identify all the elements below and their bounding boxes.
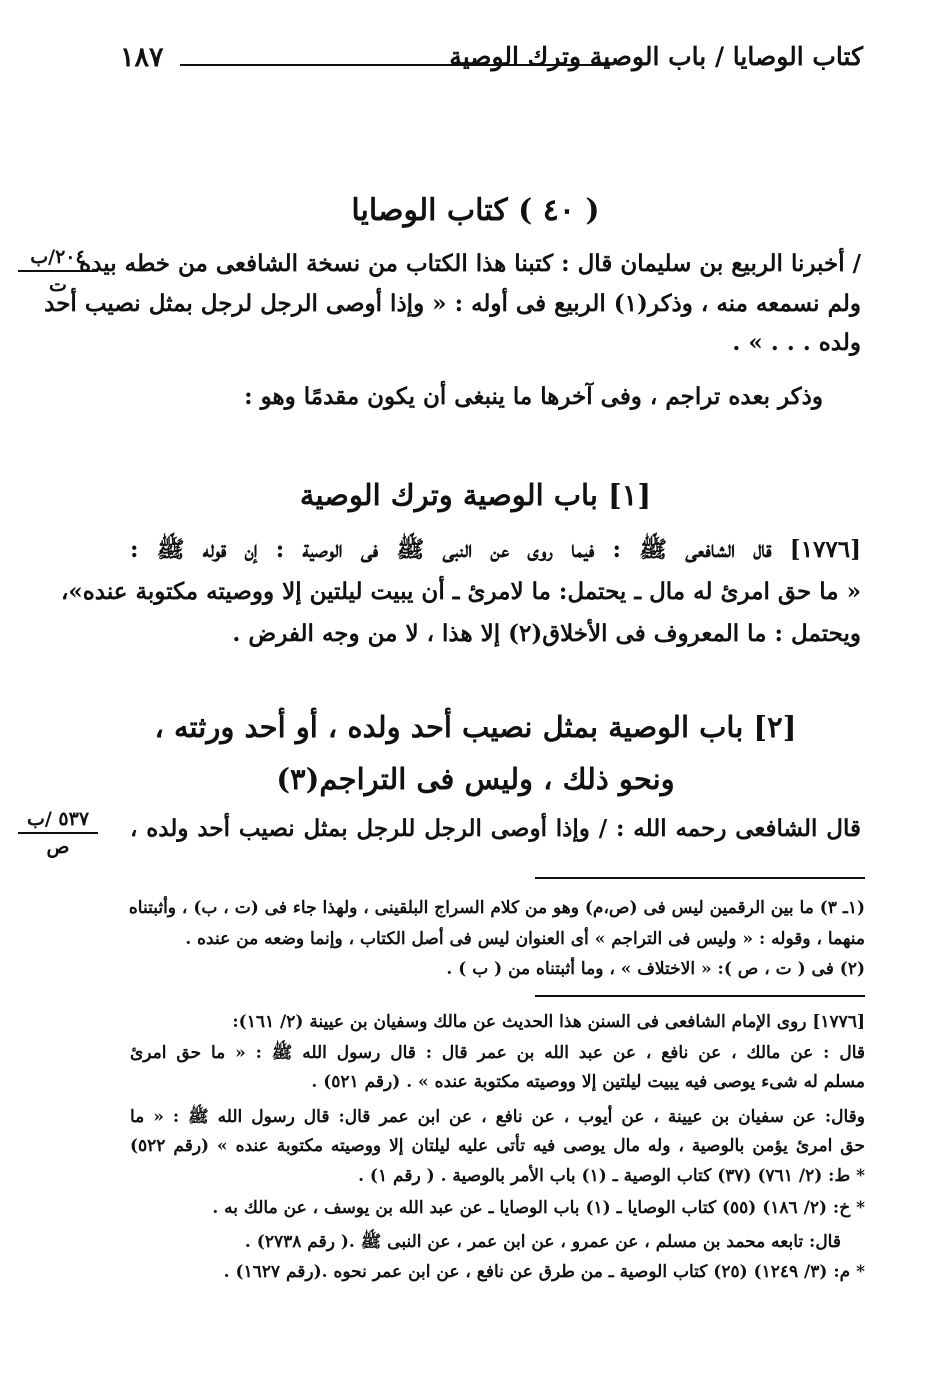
- section-heading: [٢] باب الوصية بمثل نصيب أحد ولده ، أو أحد ورثته ،: [154, 710, 797, 744]
- intro-line: ولده . . . » .: [732, 329, 861, 356]
- footnote-line: (١ـ ٣) ما بين الرقمين ليس فى (ص،م) وهو من كلام السراج البلقينى ، ولهذا جاء فى (ت ، ب) ، وأثبتناه: [128, 898, 865, 918]
- takhrij-line: [١٧٧٦] روى الإمام الشافعى فى السنن هذا الحديث عن مالك وسفيان بن عيينة (٢/ ١٦١):: [232, 1012, 865, 1032]
- intro-line: ولم نسمعه منه ، وذكر(١) الربيع فى أوله : « وإذا أوصى الرجل لرجل بمثل نصيب أحد: [44, 290, 861, 317]
- takhrij-line: * خ: (٢/ ١٨٦) (٥٥) كتاب الوصايا ـ (١) باب الوصايا ـ عن عبد الله بن يوسف ، عن مالك به .: [212, 1198, 865, 1218]
- takhrij-line: حق امرئ يؤمن بالوصية ، وله مال يوصى فيه تأتى عليه ليلتان إلا ووصيته مكتوبة عنده » (رقم ٥٢٢): [130, 1136, 865, 1156]
- takhrij-line: وقال: عن سفيان بن عيينة ، عن أيوب ، عن نافع ، عن ابن عمر قال: قال رسول الله ﷺ : « ما: [130, 1107, 865, 1127]
- intro-line: / أخبرنا الربيع بن سليمان قال : كتبنا هذا الكتاب من نسخة الشافعى من خطه بيده: [79, 250, 861, 277]
- takhrij-line: * ط: (٢/ ٧٦١) (٣٧) كتاب الوصية ـ (١) باب الأمر بالوصية . ( رقم ١) .: [358, 1166, 865, 1186]
- book-title: ( ٤٠ ) كتاب الوصايا: [351, 193, 600, 228]
- section-heading: [١] باب الوصية وترك الوصية: [299, 478, 652, 512]
- takhrij-line: مسلم له شىء يوصى فيه يبيت ليلتين إلا ووصيته مكتوبة عنده » . (رقم ٥٢١) .: [311, 1072, 865, 1092]
- section-line: ويحتمل : ما المعروف فى الأخلاق(٢) إلا هذا ، لا من وجه الفرض .: [232, 620, 861, 647]
- takhrij-line: قال : عن مالك ، عن نافع ، عن عبد الله بن عمر قال : قال رسول الله ﷺ : « ما حق امرئ: [130, 1043, 865, 1063]
- footnote-line: (٢) فى ( ت ، ص ): « الاختلاف » ، وما أثبتناه من ( ب ) .: [446, 959, 865, 979]
- section-heading: ونحو ذلك ، وليس فى التراجم(٣): [276, 762, 675, 796]
- takhrij-line: * م: (٣/ ١٢٤٩) (٢٥) كتاب الوصية ـ من طرق عن نافع ، عن ابن عمر نحوه .(رقم ١٦٢٧) .: [223, 1262, 865, 1282]
- page-number: ١٨٧: [120, 42, 164, 73]
- section-line: [١٧٧٦] قال الشافعى ﷺ : فيما روى عن النبى ﷺ فى الوصية : إن قوله ﷺ :: [130, 536, 861, 563]
- section-line: قال الشافعى رحمه الله : / وإذا أوصى الرجل للرجل بمثل نصيب أحد ولده ،: [130, 815, 861, 842]
- footnote-rule: [535, 877, 865, 879]
- margin-note-bottom: ت: [49, 274, 67, 296]
- margin-note-top: ٥٣٧ /ب: [18, 808, 98, 834]
- section-line: « ما حق امرئ له مال ـ يحتمل: ما لامرئ ـ أن يبيت ليلتين إلا ووصيته مكتوبة عنده»،: [60, 578, 861, 605]
- takhrij-line: قال: تابعه محمد بن مسلم ، عن عمرو ، عن ابن عمر ، عن النبى ﷺ .( رقم ٢٧٣٨) .: [244, 1232, 841, 1252]
- margin-note-bottom: ص: [46, 836, 70, 858]
- intro-line: وذكر بعده تراجم ، وفى آخرها ما ينبغى أن يكون مقدمًا وهو :: [244, 383, 823, 410]
- margin-note-top: ٢٠٤/ب: [18, 246, 98, 272]
- running-title: كتاب الوصايا / باب الوصية وترك الوصية: [449, 42, 863, 71]
- margin-note-section2: [18, 808, 98, 858]
- running-header: [120, 42, 863, 82]
- takhrij-rule: [535, 995, 865, 997]
- footnote-line: منهما ، وقوله : « وليس فى التراجم » أى العنوان ليس فى أصل الكتاب ، وإنما وضعه من عنده .: [185, 929, 865, 949]
